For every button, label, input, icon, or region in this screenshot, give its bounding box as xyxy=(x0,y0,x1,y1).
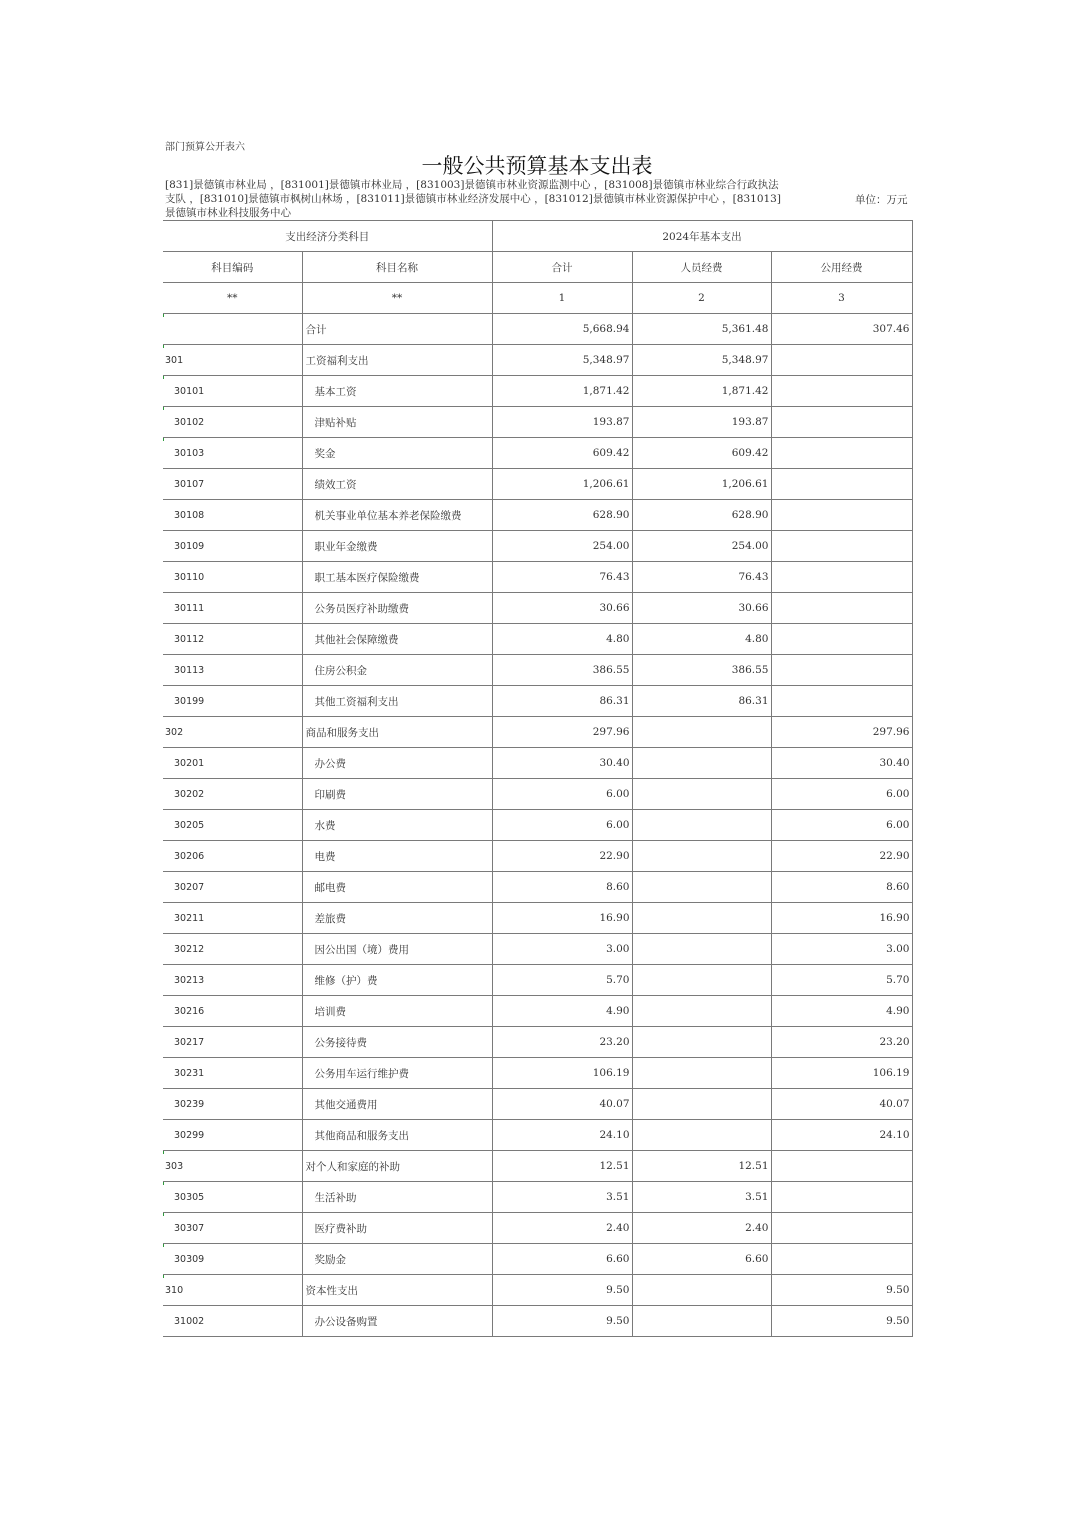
row-total: 1,206.61 xyxy=(492,469,632,500)
table-row xyxy=(163,748,912,779)
row-name: 住房公积金 xyxy=(302,655,492,686)
row-name: 奖励金 xyxy=(302,1244,492,1275)
row-public: 4.90 xyxy=(771,996,912,1027)
row-personnel xyxy=(632,1306,771,1337)
row-total: 193.87 xyxy=(492,407,632,438)
row-public: 40.07 xyxy=(771,1089,912,1120)
document-label: 部门预算公开表六 xyxy=(165,142,245,153)
row-public: 5.70 xyxy=(771,965,912,996)
row-code: 30239 xyxy=(163,1089,302,1120)
row-code: 30211 xyxy=(163,903,302,934)
index-name: ** xyxy=(302,283,492,314)
table-row xyxy=(163,438,912,469)
index-total: 1 xyxy=(492,283,632,314)
row-name: 对个人和家庭的补助 xyxy=(302,1151,492,1182)
row-total: 5.70 xyxy=(492,965,632,996)
row-code: 30202 xyxy=(163,779,302,810)
table-row xyxy=(163,934,912,965)
row-code: 31002 xyxy=(163,1306,302,1337)
header-total: 合计 xyxy=(492,252,632,283)
row-personnel: 5,361.48 xyxy=(632,314,771,345)
row-personnel xyxy=(632,1027,771,1058)
row-personnel: 3.51 xyxy=(632,1182,771,1213)
row-total: 4.80 xyxy=(492,624,632,655)
row-code: 30103 xyxy=(163,438,302,469)
row-personnel: 2.40 xyxy=(632,1213,771,1244)
row-personnel: 12.51 xyxy=(632,1151,771,1182)
row-name: 水费 xyxy=(302,810,492,841)
table-row xyxy=(163,562,912,593)
row-total: 386.55 xyxy=(492,655,632,686)
row-code: 30108 xyxy=(163,500,302,531)
row-public: 9.50 xyxy=(771,1306,912,1337)
table-row xyxy=(163,810,912,841)
row-name: 职工基本医疗保险缴费 xyxy=(302,562,492,593)
row-personnel xyxy=(632,841,771,872)
row-public: 30.40 xyxy=(771,748,912,779)
row-personnel: 1,206.61 xyxy=(632,469,771,500)
row-total: 22.90 xyxy=(492,841,632,872)
index-code: ** xyxy=(163,283,302,314)
table-row xyxy=(163,500,912,531)
row-name: 公务员医疗补助缴费 xyxy=(302,593,492,624)
row-public xyxy=(771,407,912,438)
row-total: 254.00 xyxy=(492,531,632,562)
table-row xyxy=(163,965,912,996)
row-code: 30205 xyxy=(163,810,302,841)
row-personnel: 76.43 xyxy=(632,562,771,593)
table-row xyxy=(163,1120,912,1151)
row-code: 301 xyxy=(163,345,302,376)
row-public: 3.00 xyxy=(771,934,912,965)
row-personnel xyxy=(632,1058,771,1089)
row-public: 24.10 xyxy=(771,1120,912,1151)
row-personnel xyxy=(632,1120,771,1151)
row-public xyxy=(771,1182,912,1213)
row-name: 维修（护）费 xyxy=(302,965,492,996)
cell-marker-icon xyxy=(163,1151,167,1155)
header-code: 科目编码 xyxy=(163,252,302,283)
index-personnel: 2 xyxy=(632,283,771,314)
row-code: 30199 xyxy=(163,686,302,717)
row-public: 8.60 xyxy=(771,872,912,903)
row-name: 合计 xyxy=(302,314,492,345)
table-row xyxy=(163,407,912,438)
row-name: 奖金 xyxy=(302,438,492,469)
table-row xyxy=(163,345,912,376)
row-total: 6.00 xyxy=(492,810,632,841)
row-code: 30213 xyxy=(163,965,302,996)
row-code: 30305 xyxy=(163,1182,302,1213)
row-personnel xyxy=(632,996,771,1027)
row-total: 12.51 xyxy=(492,1151,632,1182)
row-personnel: 1,871.42 xyxy=(632,376,771,407)
row-personnel xyxy=(632,903,771,934)
row-name: 电费 xyxy=(302,841,492,872)
row-personnel xyxy=(632,872,771,903)
row-personnel xyxy=(632,934,771,965)
row-total: 6.60 xyxy=(492,1244,632,1275)
row-public: 307.46 xyxy=(771,314,912,345)
table-row xyxy=(163,1244,912,1275)
row-total: 5,668.94 xyxy=(492,314,632,345)
row-public xyxy=(771,438,912,469)
row-total: 2.40 xyxy=(492,1213,632,1244)
row-total: 30.40 xyxy=(492,748,632,779)
row-personnel: 254.00 xyxy=(632,531,771,562)
row-total: 24.10 xyxy=(492,1120,632,1151)
row-code: 30112 xyxy=(163,624,302,655)
table-row xyxy=(163,531,912,562)
table-row xyxy=(163,717,912,748)
header-column-row xyxy=(163,252,912,283)
header-index-row xyxy=(163,283,912,314)
row-code: 30201 xyxy=(163,748,302,779)
header-economic-category: 支出经济分类科目 xyxy=(163,221,492,252)
row-public: 106.19 xyxy=(771,1058,912,1089)
row-name: 资本性支出 xyxy=(302,1275,492,1306)
row-total: 628.90 xyxy=(492,500,632,531)
cell-marker-icon xyxy=(163,314,167,318)
cell-marker-icon xyxy=(163,345,167,349)
row-name: 其他交通费用 xyxy=(302,1089,492,1120)
row-name: 其他工资福利支出 xyxy=(302,686,492,717)
row-code: 30207 xyxy=(163,872,302,903)
row-personnel: 30.66 xyxy=(632,593,771,624)
row-code: 310 xyxy=(163,1275,302,1306)
row-code: 302 xyxy=(163,717,302,748)
row-name: 公务用车运行维护费 xyxy=(302,1058,492,1089)
row-total: 297.96 xyxy=(492,717,632,748)
index-public: 3 xyxy=(771,283,912,314)
header-basic-expenditure: 2024年基本支出 xyxy=(492,221,912,252)
row-total: 76.43 xyxy=(492,562,632,593)
row-public xyxy=(771,1213,912,1244)
cell-marker-icon xyxy=(163,438,167,442)
table-row xyxy=(163,779,912,810)
table-row xyxy=(163,1151,912,1182)
row-total: 8.60 xyxy=(492,872,632,903)
row-public xyxy=(771,1244,912,1275)
row-personnel xyxy=(632,1275,771,1306)
row-total: 3.00 xyxy=(492,934,632,965)
table-row xyxy=(163,314,912,345)
row-public xyxy=(771,500,912,531)
row-total: 30.66 xyxy=(492,593,632,624)
budget-table xyxy=(163,220,913,1337)
row-personnel xyxy=(632,717,771,748)
department-list: [831]景德镇市林业局 ，[831001]景德镇市林业局 ，[831003]景德镇市林业资源监测中心 ，[831008]景德镇市林业综合行政执法支队 ，[831010]景德镇市枫树山林场 ，[831011]景德镇市林业经济发展中心 ，[831012]景德镇市林业资源保护中心 ，[831013]景德镇市林业科技服务中心 xyxy=(165,179,781,219)
row-name: 医疗费补助 xyxy=(302,1213,492,1244)
cell-marker-icon xyxy=(163,1244,167,1248)
cell-marker-icon xyxy=(163,1182,167,1186)
row-total: 86.31 xyxy=(492,686,632,717)
table-row xyxy=(163,1306,912,1337)
table-row xyxy=(163,593,912,624)
row-personnel: 86.31 xyxy=(632,686,771,717)
table-row xyxy=(163,1213,912,1244)
row-name: 津贴补贴 xyxy=(302,407,492,438)
cell-marker-icon xyxy=(163,407,167,411)
row-code: 30307 xyxy=(163,1213,302,1244)
row-name: 绩效工资 xyxy=(302,469,492,500)
table-row xyxy=(163,686,912,717)
row-code: 30309 xyxy=(163,1244,302,1275)
row-name: 其他商品和服务支出 xyxy=(302,1120,492,1151)
page-title: 一般公共预算基本支出表 xyxy=(421,154,653,178)
header-group-row xyxy=(163,221,912,252)
row-name: 因公出国（境）费用 xyxy=(302,934,492,965)
row-code: 30113 xyxy=(163,655,302,686)
table-row xyxy=(163,996,912,1027)
row-public xyxy=(771,376,912,407)
row-public xyxy=(771,1151,912,1182)
row-name: 职业年金缴费 xyxy=(302,531,492,562)
table-row xyxy=(163,903,912,934)
table-row xyxy=(163,872,912,903)
row-personnel: 628.90 xyxy=(632,500,771,531)
row-total: 6.00 xyxy=(492,779,632,810)
row-personnel: 4.80 xyxy=(632,624,771,655)
row-name: 基本工资 xyxy=(302,376,492,407)
row-code: 30102 xyxy=(163,407,302,438)
row-total: 5,348.97 xyxy=(492,345,632,376)
row-total: 16.90 xyxy=(492,903,632,934)
row-total: 9.50 xyxy=(492,1306,632,1337)
header-personnel: 人员经费 xyxy=(632,252,771,283)
row-code: 30216 xyxy=(163,996,302,1027)
row-name: 其他社会保障缴费 xyxy=(302,624,492,655)
row-public xyxy=(771,655,912,686)
row-name: 办公费 xyxy=(302,748,492,779)
row-personnel: 193.87 xyxy=(632,407,771,438)
table-row xyxy=(163,1275,912,1306)
row-name: 印刷费 xyxy=(302,779,492,810)
row-code: 30111 xyxy=(163,593,302,624)
row-total: 609.42 xyxy=(492,438,632,469)
row-personnel: 6.60 xyxy=(632,1244,771,1275)
row-personnel xyxy=(632,810,771,841)
row-public: 16.90 xyxy=(771,903,912,934)
row-code: 303 xyxy=(163,1151,302,1182)
row-total: 23.20 xyxy=(492,1027,632,1058)
row-name: 生活补助 xyxy=(302,1182,492,1213)
row-public: 6.00 xyxy=(771,779,912,810)
row-public xyxy=(771,531,912,562)
unit-label: 单位：万元 xyxy=(855,194,908,206)
row-name: 办公设备购置 xyxy=(302,1306,492,1337)
row-code: 30206 xyxy=(163,841,302,872)
row-code: 30231 xyxy=(163,1058,302,1089)
row-total: 106.19 xyxy=(492,1058,632,1089)
cell-marker-icon xyxy=(163,1213,167,1217)
row-name: 差旅费 xyxy=(302,903,492,934)
row-code: 30101 xyxy=(163,376,302,407)
table-row xyxy=(163,469,912,500)
row-personnel xyxy=(632,748,771,779)
table-row xyxy=(163,376,912,407)
row-code: 30107 xyxy=(163,469,302,500)
table-row xyxy=(163,1058,912,1089)
row-name: 机关事业单位基本养老保险缴费 xyxy=(302,500,492,531)
row-total: 3.51 xyxy=(492,1182,632,1213)
row-public xyxy=(771,469,912,500)
row-public: 22.90 xyxy=(771,841,912,872)
row-public: 6.00 xyxy=(771,810,912,841)
row-code xyxy=(163,314,302,345)
header-name: 科目名称 xyxy=(302,252,492,283)
table-row xyxy=(163,1182,912,1213)
row-public: 297.96 xyxy=(771,717,912,748)
row-total: 9.50 xyxy=(492,1275,632,1306)
row-name: 商品和服务支出 xyxy=(302,717,492,748)
row-public xyxy=(771,562,912,593)
row-public: 9.50 xyxy=(771,1275,912,1306)
row-personnel: 5,348.97 xyxy=(632,345,771,376)
row-name: 培训费 xyxy=(302,996,492,1027)
row-personnel xyxy=(632,965,771,996)
row-code: 30109 xyxy=(163,531,302,562)
row-name: 邮电费 xyxy=(302,872,492,903)
row-code: 30110 xyxy=(163,562,302,593)
row-personnel: 609.42 xyxy=(632,438,771,469)
row-personnel xyxy=(632,1089,771,1120)
row-personnel: 386.55 xyxy=(632,655,771,686)
table-body xyxy=(163,314,912,1337)
row-code: 30217 xyxy=(163,1027,302,1058)
row-personnel xyxy=(632,779,771,810)
table-row xyxy=(163,841,912,872)
row-total: 1,871.42 xyxy=(492,376,632,407)
cell-marker-icon xyxy=(163,1275,167,1279)
table-row xyxy=(163,1089,912,1120)
row-name: 公务接待费 xyxy=(302,1027,492,1058)
row-code: 30299 xyxy=(163,1120,302,1151)
row-public: 23.20 xyxy=(771,1027,912,1058)
row-total: 4.90 xyxy=(492,996,632,1027)
row-name: 工资福利支出 xyxy=(302,345,492,376)
cell-marker-icon xyxy=(163,376,167,380)
row-code: 30212 xyxy=(163,934,302,965)
row-total: 40.07 xyxy=(492,1089,632,1120)
row-public xyxy=(771,624,912,655)
row-public xyxy=(771,686,912,717)
table-row xyxy=(163,655,912,686)
header-public: 公用经费 xyxy=(771,252,912,283)
table-row xyxy=(163,1027,912,1058)
row-public xyxy=(771,593,912,624)
table-row xyxy=(163,624,912,655)
row-public xyxy=(771,345,912,376)
